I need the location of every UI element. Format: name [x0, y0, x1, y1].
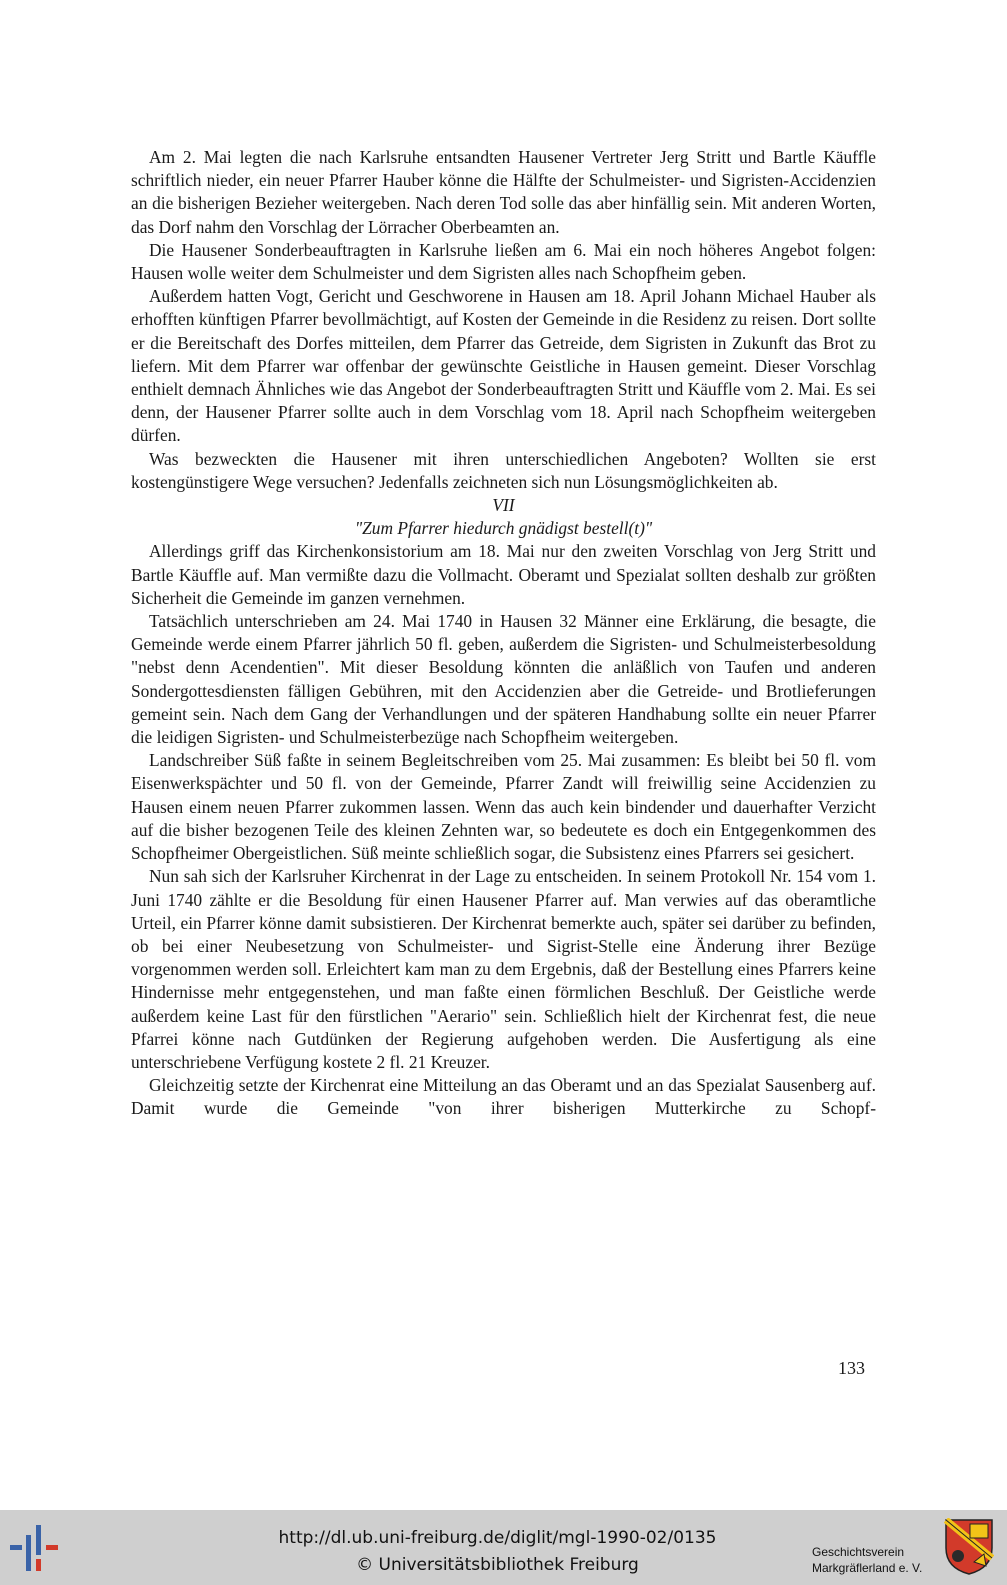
- page-number: 133: [838, 1358, 865, 1378]
- paragraph: Am 2. Mai legten die nach Karlsruhe entsandten Hausener Vertreter Jerg Stritt und Bartle Käuffle schriftlich nieder, ein neuer Pfarrer Hauber könne die Hälfte der Schulmeister- und Sigristen-Accidenzien an die bisherigen Bezieher weitergeben. Nach deren Tod solle das aber hinfällig sein. Mit anderen Worten, das Dorf nahm den Vorschlag der Lörracher Oberbeamten an.: [131, 147, 876, 237]
- paragraph: Tatsächlich unterschrieben am 24. Mai 1740 in Hausen 32 Männer eine Erklärung, die besagte, die Gemeinde werde einem Pfarrer jährlich 50 fl. geben, außerdem die Sigristen- und Schulmeisterbesoldung "nebst denn Acendentien". Mit dieser Besoldung könnten die anläßlich von Taufen und anderen Sondergottesdiensten fälligen Gebühren, mit den Accidenzien aber die Getreide- und Brotlieferungen gemeint sein. Nach dem Gang der Verhandlungen und der späteren Handhabung sollte ein neuer Pfarrer die leidigen Sigristen- und Schulmeisterbezüge nach Schopfheim weitergeben.: [131, 611, 876, 748]
- coat-of-arms-icon: [944, 1518, 994, 1576]
- paragraph: Nun sah sich der Karlsruher Kirchenrat in der Lage zu entscheiden. In seinem Protokoll Nr. 154 vom 1. Juni 1740 zählte er die Besoldung für einen Hausener Pfarrer auf. Man verwies auf das oberamtliche Urteil, ein Pfarrer könne damit subsistieren. Der Kirchenrat bemerkte auch, später sei darüber zu befinden, ob bei einer Neubesetzung von Schulmeister- und Sigrist-Stelle eine Änderung ihrer Bezüge vorgenommen werden soll. Erleichtert kam man zu dem Ergebnis, daß der Bestellung eines Pfarrers keine Hindernisse mehr entgegenstehen, und man faßte einen förmlichen Beschluß. Der Geistliche werde außerdem keine Last für den fürstlichen "Aerario" sein. Schließlich hielt der Kirchenrat fest, die neue Pfarrei könne nach Gutdünken der Regierung aufgehoben werden. Die Ausfertigung als eine unterschriebene Verfügung kostete 2 fl. 21 Kreuzer.: [131, 866, 876, 1072]
- paragraph: Außerdem hatten Vogt, Gericht und Geschworene in Hausen am 18. April Johann Michael Hauber als erhofften künftigen Pfarrer bevollmächtigt, auf Kosten der Gemeinde in die Residenz zu reisen. Dort sollte er die Bereitschaft des Dorfes mitteilen, dem Pfarrer das Getreide, dem Sigristen in Zukunft das Brot zu liefern. Mit dem Pfarrer war offenbar der gewünschte Geistliche in Hausen gemeint. Dieser Vorschlag enthielt demnach Ähnliches wie das Angebot der Sonderbeauftragten Stritt und Käuffle vom 2. Mai. Es sei denn, der Hausener Pfarrer sollte auch in dem Vorschlag vom 18. April nach Schopfheim weitergeben dürfen.: [131, 286, 876, 446]
- paragraph: Landschreiber Süß faßte in seinem Begleitschreiben vom 25. Mai zusammen: Es bleibt bei 50 fl. vom Eisenwerkspächter und 50 fl. von der Gemeinde, Pfarrer Zandt will freiwillig seine Accidenzien zu Hausen einem neuen Pfarrer zukommen lassen. Wenn das auch kein bindender und dauerhafter Verzicht auf die bisher bezogenen Teile des kleinen Zehnten war, so bedeutete es doch ein Entgegenkommen des Schopfheimer Obergeistlichen. Süß meinte schließlich sogar, die Subsistenz eines Pfarrers sei gesichert.: [131, 750, 876, 864]
- section-title: "Zum Pfarrer hiedurch gnädigst bestell(t)": [354, 518, 653, 539]
- article-body: [131, 146, 876, 1121]
- copyright-notice: © Universitätsbibliothek Freiburg: [356, 1555, 639, 1575]
- paragraph: Allerdings griff das Kirchenkonsistorium am 18. Mai nur den zweiten Vorschlag von Jerg Stritt und Bartle Käuffle auf. Man vermißte dazu die Vollmacht. Oberamt und Spezialat sollten deshalb zur größten Sicherheit die Gemeinde im ganzen vernehmen.: [131, 541, 876, 608]
- paragraph: Die Hausener Sonderbeauftragten in Karlsruhe ließen am 6. Mai ein noch höheres Angebot folgen: Hausen wolle weiter dem Schulmeister und dem Sigristen alles nach Schopfheim geben.: [131, 239, 876, 284]
- section-number: VII: [492, 495, 515, 516]
- society-line: Geschichtsverein: [812, 1545, 905, 1559]
- paragraph: Was bezweckten die Hausener mit ihren unterschiedlichen Angeboten? Wollten sie erst kostengünstigere Wege versuchen? Jedenfalls zeichneten sich nun Lösungsmöglichkeiten ab.: [131, 448, 876, 492]
- document-url-link[interactable]: http://dl.ub.uni-freiburg.de/diglit/mgl-1990-02/0135: [278, 1528, 717, 1548]
- ub-freiburg-logo-icon[interactable]: [10, 1521, 66, 1575]
- society-line: Markgräflerland e. V.: [812, 1561, 923, 1575]
- society-name: [812, 1544, 942, 1576]
- paragraph: Gleichzeitig setzte der Kirchenrat eine Mitteilung an das Oberamt und an das Spezialat Sausenberg auf. Damit wurde die Gemeinde "von ihrer bisherigen Mutterkirche zu Schopf-: [131, 1075, 876, 1119]
